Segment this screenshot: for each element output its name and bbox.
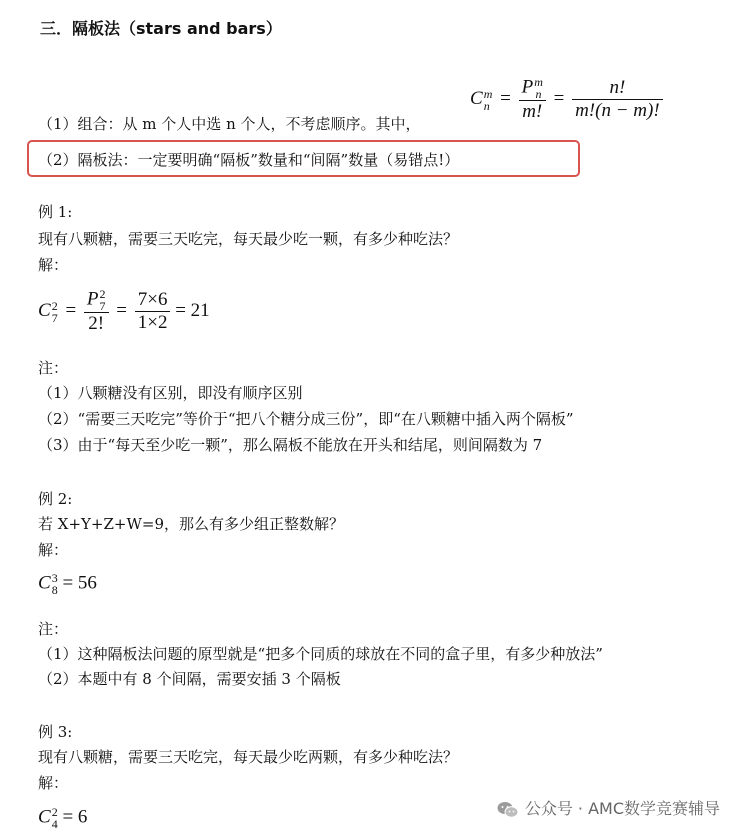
section-heading: 三．隔板法（stars and bars） — [40, 19, 282, 38]
example-2-question: 若 X+Y+Z+W=9，那么有多少组正整数解？ — [38, 515, 345, 533]
combination-formula: C m n = P m n m! = $\frac{n!}{m!(n - m)!}$ — [470, 76, 663, 123]
example-1-note-2: （2）“需要三天吃完”等价于“把八个糖分成三份”，即“在八颗糖中插入两个隔板” — [38, 410, 574, 428]
wechat-icon — [497, 801, 519, 819]
stars-bars-definition: （2）隔板法：一定要明确“隔板”数量和“间隔”数量（易错点!） — [38, 151, 460, 169]
combination-definition: （1）组合：从 m 个人中选 n 个人，不考虑顺序。其中， — [38, 115, 421, 133]
example-2-solution-label: 解： — [38, 541, 69, 559]
example-2-formula: C 3 8 = 56 — [38, 571, 97, 597]
example-1-note-3: （3）由于“每天至少吃一颗”，那么隔板不能放在开头和结尾，则间隔数为 7 — [38, 436, 543, 454]
example-3-formula: C 2 4 = 6 — [38, 805, 88, 831]
example-3-title: 例 3: — [38, 723, 73, 741]
example-2-note-label: 注： — [38, 620, 69, 638]
example-1-note-label: 注： — [38, 359, 69, 377]
example-3-solution-label: 解： — [38, 774, 69, 792]
watermark: 公众号 · AMC数学竞赛辅导 — [497, 796, 720, 819]
example-1-title: 例 1: — [38, 203, 73, 221]
example-2-title: 例 2: — [38, 490, 73, 508]
example-1-note-1: （1）八颗糖没有区别，即没有顺序区别 — [38, 384, 303, 402]
example-2-note-2: （2）本题中有 8 个间隔，需要安插 3 个隔板 — [38, 670, 341, 688]
example-1-formula: C 2 7 = P 2 7 2! = $\frac{7\times 6}{1\times 2}$ = 21 — [38, 287, 210, 334]
example-1-solution-label: 解： — [38, 256, 69, 274]
example-1-question: 现有八颗糖，需要三天吃完，每天最少吃一颗，有多少种吃法？ — [38, 230, 459, 248]
example-2-note-1: （1）这种隔板法问题的原型就是“把多个同质的球放在不同的盒子里，有多少种放法” — [38, 645, 603, 663]
example-3-question: 现有八颗糖，需要三天吃完，每天最少吃两颗，有多少种吃法？ — [38, 748, 459, 766]
